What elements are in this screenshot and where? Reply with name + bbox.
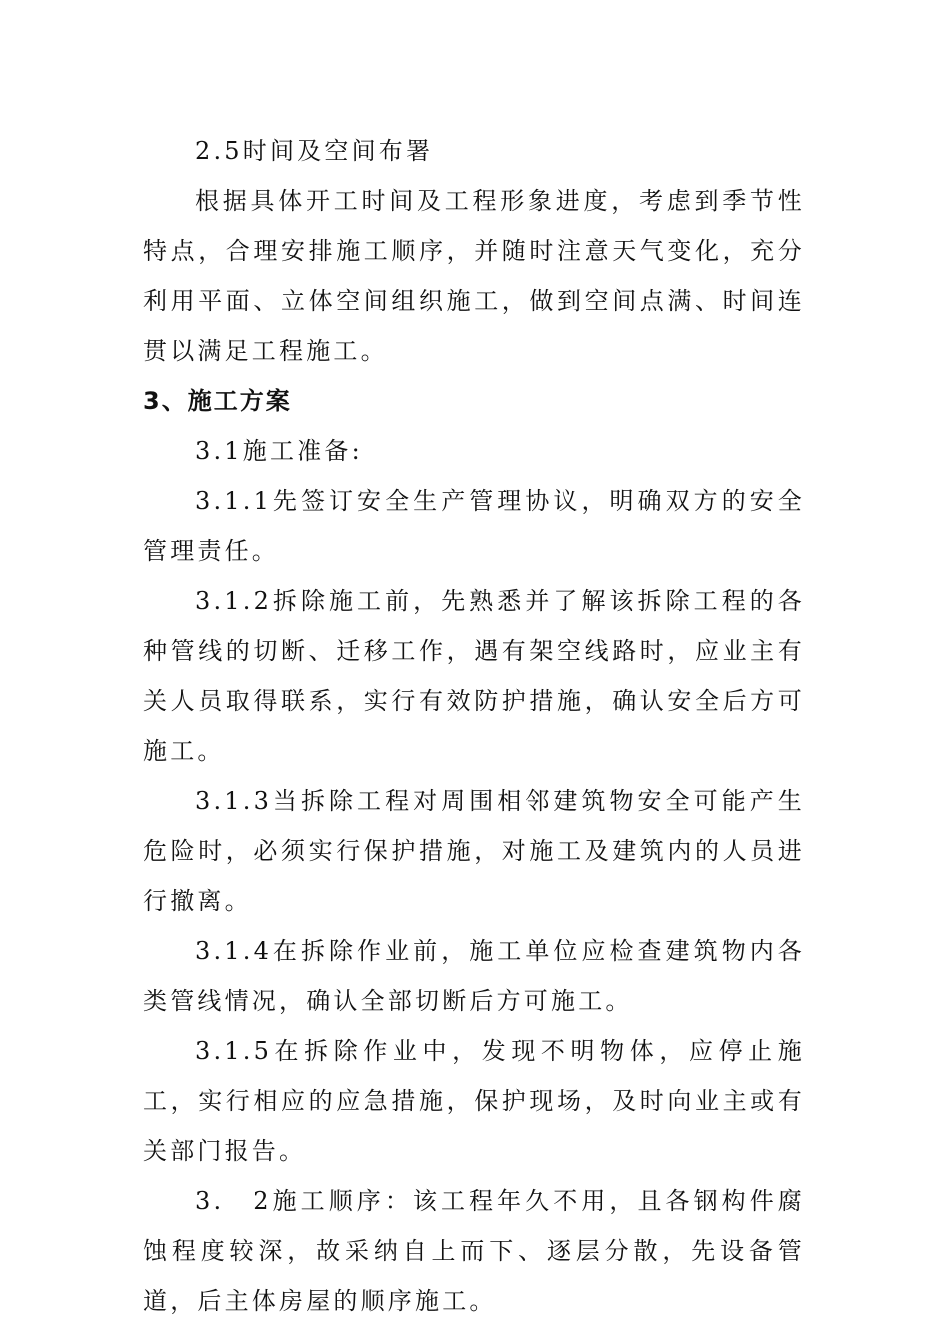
paragraph-3-1-1: 3.1.1先签订安全生产管理协议，明确双方的安全管理责任。 [143,487,805,565]
paragraph-3-1-3: 3.1.3当拆除工程对周围相邻建筑物安全可能产生危险时，必须实行保护措施，对施工及建筑内的人员进行撤离。 [143,787,805,915]
paragraph-3-2: 3. 2施工顺序：该工程年久不用，且各钢构件腐蚀程度较深，故采纳自上而下、逐层分散，先设备管道，后主体房屋的顺序施工。 [143,1187,805,1315]
section-heading-3: 3、施工方案 [143,387,292,415]
document-body [143,126,805,1326]
subheading-2-5: 2.5时间及空间布署 [195,137,434,165]
subheading-3-1: 3.1施工准备: [195,437,363,465]
paragraph-time-space: 根据具体开工时间及工程形象进度，考虑到季节性特点，合理安排施工顺序，并随时注意天气变化，充分利用平面、立体空间组织施工，做到空间点满、时间连贯以满足工程施工。 [143,187,805,365]
paragraph-3-1-5: 3.1.5在拆除作业中，发现不明物体，应停止施工，实行相应的应急措施，保护现场，及时向业主或有关部门报告。 [143,1037,805,1165]
paragraph-3-1-4: 3.1.4在拆除作业前，施工单位应检查建筑物内各类管线情况，确认全部切断后方可施工。 [143,937,805,1015]
paragraph-3-1-2: 3.1.2拆除施工前，先熟悉并了解该拆除工程的各种管线的切断、迁移工作，遇有架空线路时，应业主有关人员取得联系，实行有效防护措施，确认安全后方可施工。 [143,587,805,765]
